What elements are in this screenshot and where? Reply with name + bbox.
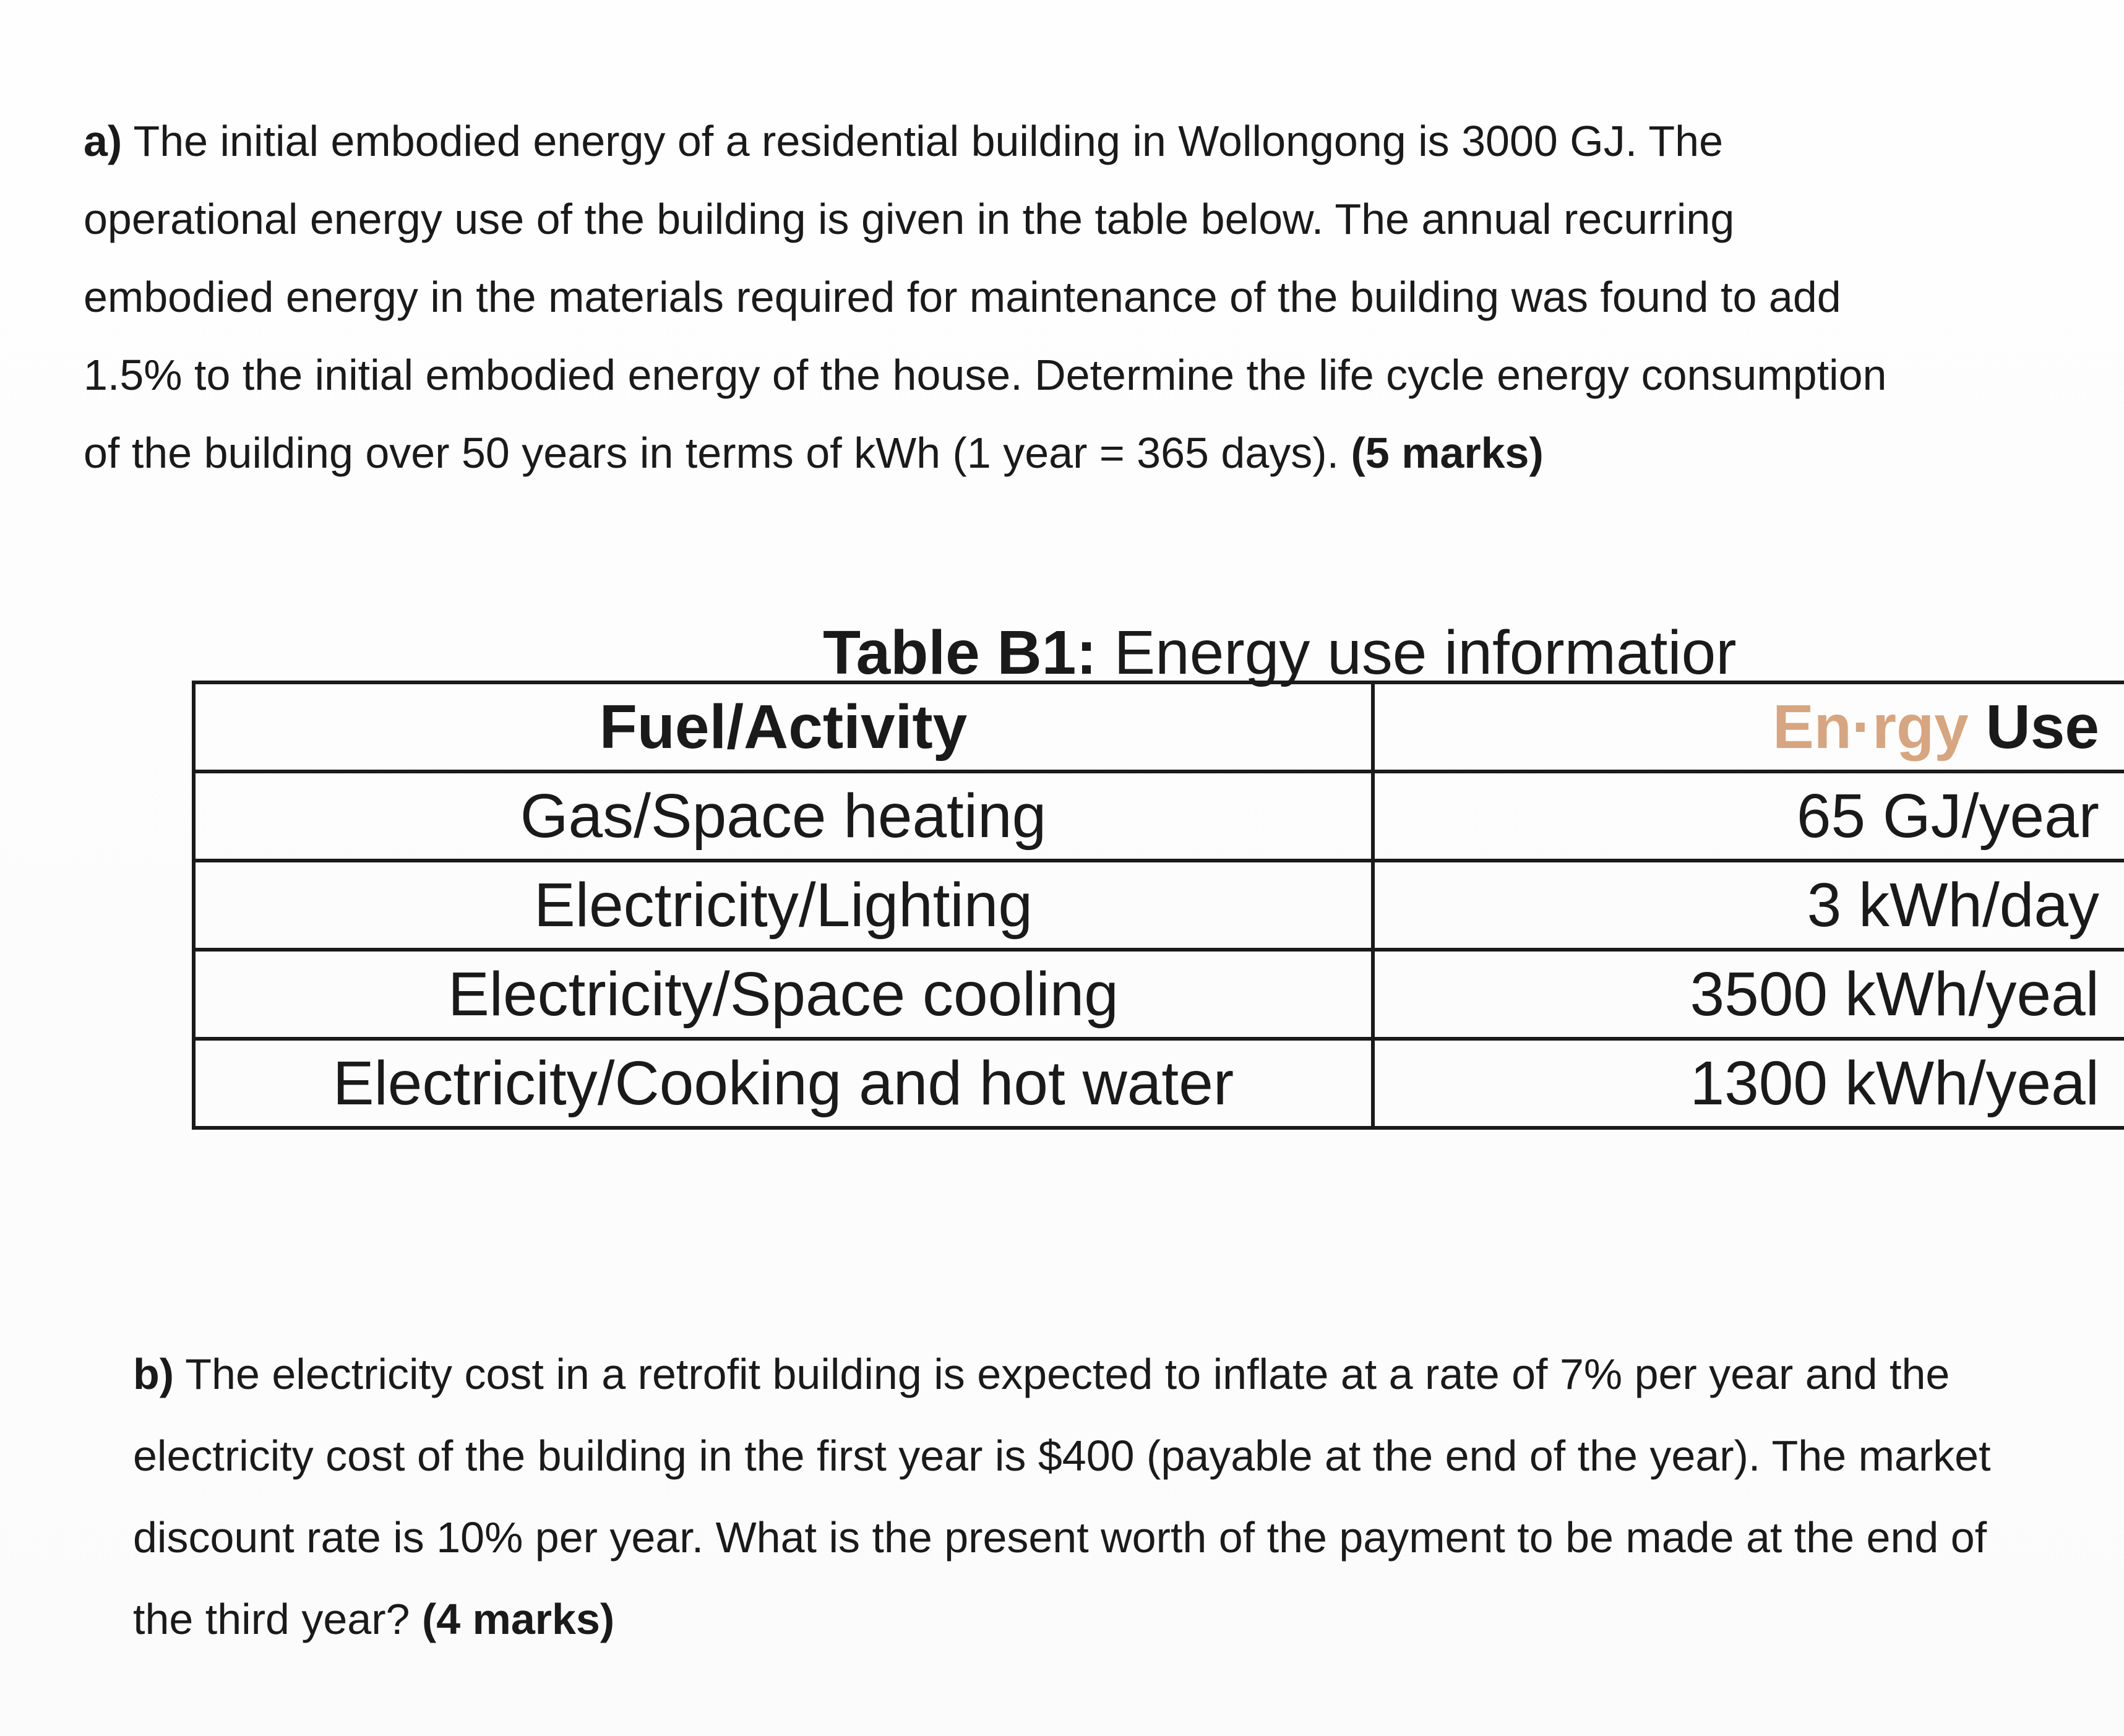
table-row [194, 861, 2124, 950]
row-activity: Gas/Space heating [194, 771, 1373, 861]
header-energy-faded: En·rgy [1773, 692, 1969, 762]
table-row [194, 1039, 2124, 1128]
question-a-text: The initial embodied energy of a residential building in Wollongong is 3000 GJ. The operational energy use of the building is given in the table below. The annual recurring embodied energy in the materials required for maintenance of the building was found to add 1.5% to the initial embodied energy of the house. Determine the life cycle energy consumption of the building over 50 years in terms of kWh (1 year = 365 days). [84, 117, 1887, 477]
row-activity: Electricity/Lighting [194, 861, 1373, 950]
row-activity: Electricity/Cooking and hot water [194, 1039, 1373, 1128]
question-a [84, 102, 1927, 492]
question-b-marks: (4 marks) [421, 1595, 615, 1643]
row-energy: 1300 kWh/yeal [1373, 1039, 2124, 1128]
question-b-text: The electricity cost in a retrofit building is expected to inflate at a rate of 7% per year and the electricity cost of the building in the first year is $400 (payable at the end of the year). The market discount rate is 10% per year. What is the present worth of the payment to be made at the end of the third year? [133, 1350, 1991, 1643]
header-energy-rest: Use [1968, 692, 2099, 762]
question-a-label: a) [84, 117, 123, 165]
row-energy: 3500 kWh/yeal [1373, 950, 2124, 1039]
table-row [194, 771, 2124, 861]
question-b [133, 1333, 2026, 1660]
question-b-label: b) [133, 1350, 174, 1398]
header-fuel-activity: Fuel/Activity [194, 682, 1373, 771]
row-activity: Electricity/Space cooling [194, 950, 1373, 1039]
table-row [194, 950, 2124, 1039]
table-caption-id: Table B1: [823, 618, 1097, 687]
table-header-row [194, 682, 2124, 771]
energy-use-table [192, 681, 2124, 1130]
question-a-marks: (5 marks) [1351, 429, 1544, 477]
row-energy: 3 kWh/day [1373, 861, 2124, 950]
table-caption-text: Energy use informatior [1114, 618, 1737, 687]
row-energy: 65 GJ/year [1373, 771, 2124, 861]
header-energy-use [1373, 682, 2124, 771]
